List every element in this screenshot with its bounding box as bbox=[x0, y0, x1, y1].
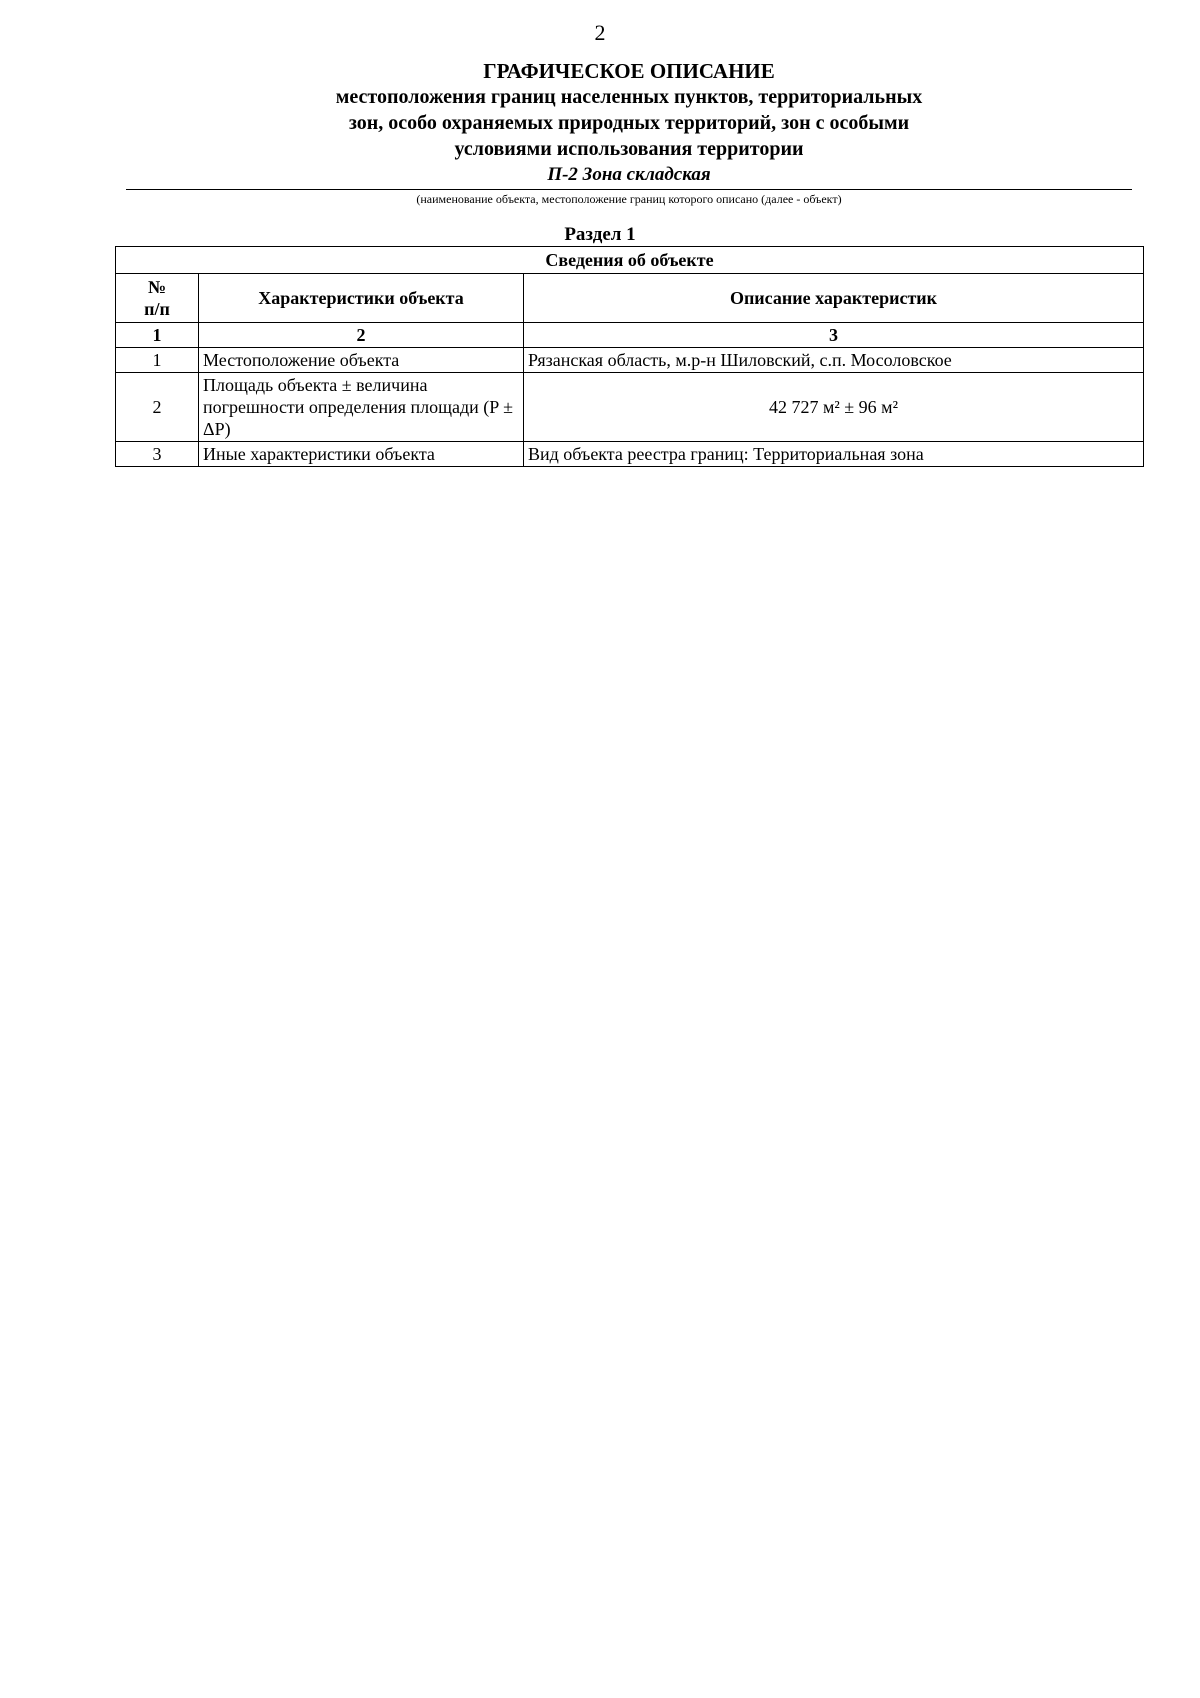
column-header-number-line-2: п/п bbox=[144, 299, 170, 319]
document-subtitle-line-1: местоположения границ населенных пунктов, территориальных bbox=[335, 86, 923, 108]
row-description: 42 727 м² ± 96 м² bbox=[524, 373, 1144, 442]
document-subtitle-line-2: зон, особо охраняемых природных территорий, зон с особыми bbox=[348, 112, 910, 134]
row-number: 2 bbox=[116, 373, 199, 442]
object-name-note: (наименование объекта, местоположение границ которого описано (далее - объект) bbox=[416, 192, 842, 206]
section-title: Раздел 1 bbox=[564, 224, 636, 245]
document-title: ГРАФИЧЕСКОЕ ОПИСАНИЕ bbox=[483, 59, 775, 83]
table-caption-row bbox=[116, 247, 1144, 274]
document-header bbox=[126, 58, 1132, 206]
table-header-row bbox=[116, 274, 1144, 323]
object-name-underline bbox=[126, 189, 1132, 190]
column-number-1: 1 bbox=[116, 323, 199, 348]
column-number-3: 3 bbox=[524, 323, 1144, 348]
column-numbers-row bbox=[116, 323, 1144, 348]
row-description: Вид объекта реестра границ: Территориальная зона bbox=[524, 442, 1144, 467]
table-row bbox=[116, 348, 1144, 373]
object-info-table bbox=[115, 246, 1144, 467]
row-characteristic: Площадь объекта ± величина погрешности определения площади (P ± ΔP) bbox=[199, 373, 524, 442]
column-number-2: 2 bbox=[199, 323, 524, 348]
row-characteristic: Иные характеристики объекта bbox=[199, 442, 524, 467]
table-row bbox=[116, 442, 1144, 467]
column-header-number-line-1: № bbox=[147, 277, 167, 297]
row-description: Рязанская область, м.р-н Шиловский, с.п. Мосоловское bbox=[524, 348, 1144, 373]
table-caption: Сведения об объекте bbox=[116, 247, 1144, 274]
row-number: 1 bbox=[116, 348, 199, 373]
page-number: 2 bbox=[594, 20, 606, 45]
column-header-characteristics: Характеристики объекта bbox=[199, 274, 524, 323]
object-name: П-2 Зона складская bbox=[547, 164, 711, 185]
document-subtitle-line-3: условиями использования территории bbox=[454, 138, 804, 160]
table-row bbox=[116, 373, 1144, 442]
row-number: 3 bbox=[116, 442, 199, 467]
column-header-description: Описание характеристик bbox=[524, 274, 1144, 323]
row-characteristic: Местоположение объекта bbox=[199, 348, 524, 373]
column-header-number bbox=[116, 274, 199, 323]
